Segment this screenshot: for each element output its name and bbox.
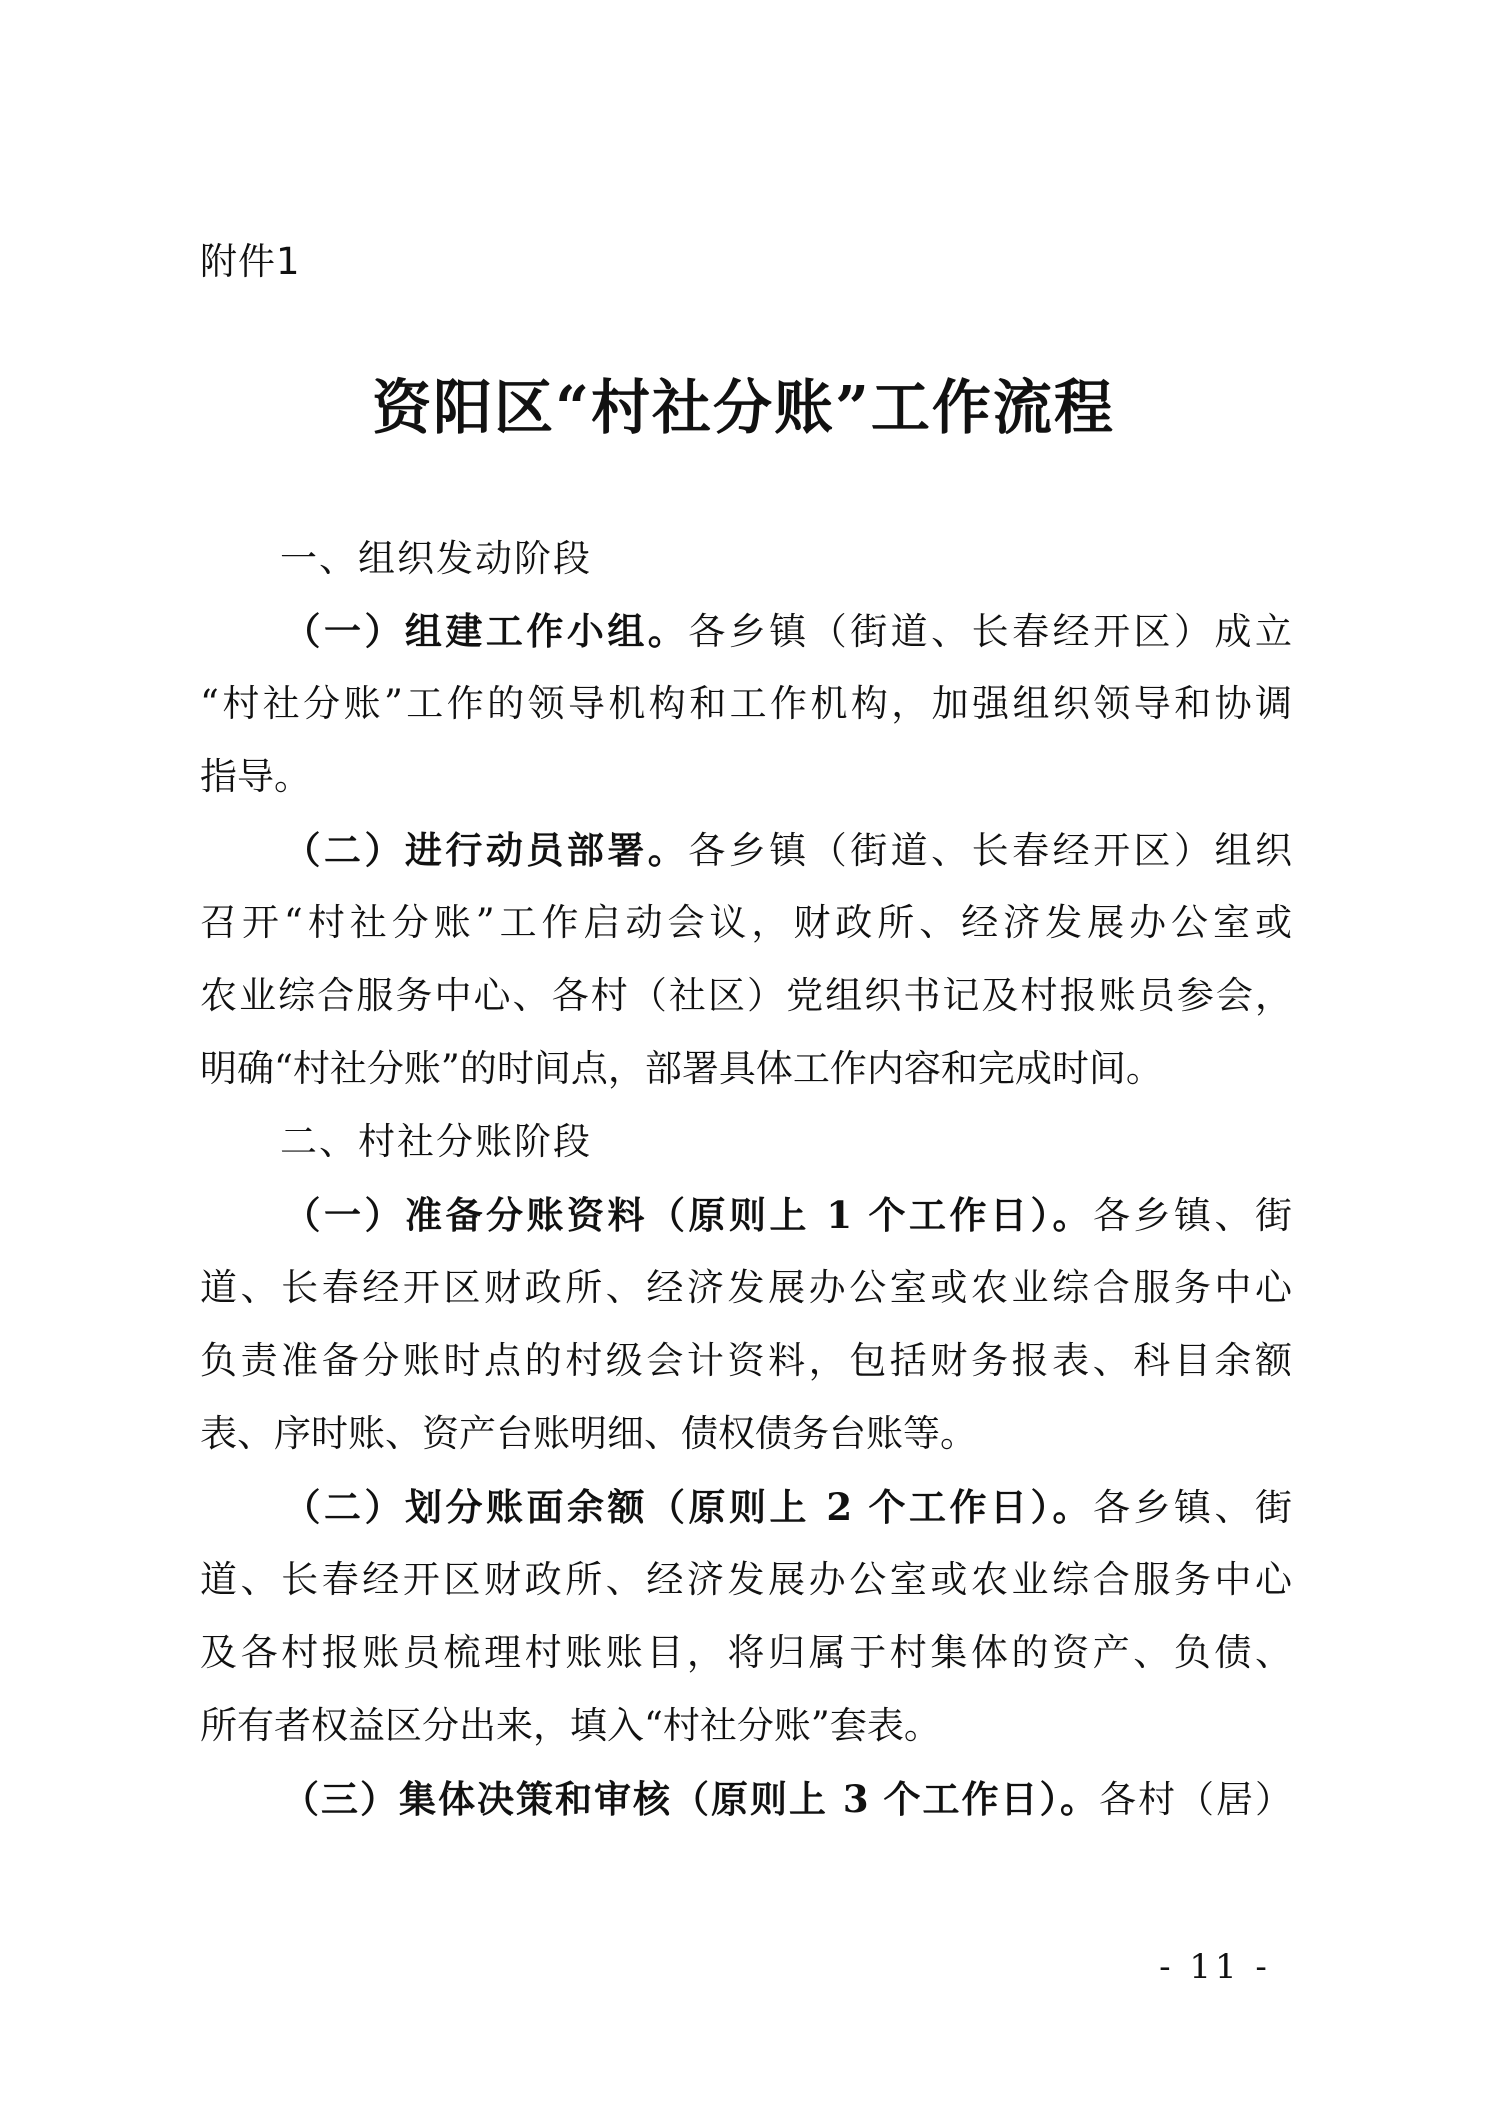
paragraph-line <box>200 1191 1292 1240</box>
paragraph-line: 指导。 <box>200 755 311 798</box>
paragraph-line <box>200 826 1292 875</box>
document-title: 资阳区“村社分账”工作流程 <box>372 373 1115 442</box>
page-number: - 11 - <box>1159 1947 1271 1987</box>
item-text: 各乡镇（街道、长春经开区）组织 <box>688 829 1293 872</box>
item-lead: （一）组建工作小组。 <box>280 609 689 653</box>
item-text: 各乡镇（街道、长春经开区）成立 <box>688 610 1293 653</box>
paragraph-line <box>200 607 1292 656</box>
section-heading-1: 一、组织发动阶段 <box>280 537 592 580</box>
paragraph-line: 及各村报账员梳理村账账目，将归属于村集体的资产、负债、 <box>200 1631 1292 1674</box>
paragraph-line: “村社分账”工作的领导机构和工作机构，加强组织领导和协调 <box>200 682 1292 725</box>
item-lead: （三）集体决策和审核（原则上 3 个工作日）。 <box>280 1777 1099 1821</box>
paragraph-line: 明确“村社分账”的时间点，部署具体工作内容和完成时间。 <box>200 1047 1163 1090</box>
item-text: 各乡镇、街 <box>1093 1486 1292 1529</box>
paragraph-line: 所有者权益区分出来，填入“村社分账”套表。 <box>200 1704 941 1747</box>
item-lead: （二）进行动员部署。 <box>280 828 689 872</box>
item-text: 各乡镇、街 <box>1093 1194 1292 1237</box>
attachment-label: 附件1 <box>200 240 301 283</box>
paragraph-line: 表、序时账、资产台账明细、债权债务台账等。 <box>200 1412 977 1455</box>
paragraph-line: 负责准备分账时点的村级会计资料，包括财务报表、科目余额 <box>200 1339 1292 1382</box>
paragraph-line: 农业综合服务中心、各村（社区）党组织书记及村报账员参会， <box>200 974 1292 1017</box>
paragraph-line <box>200 1775 1292 1824</box>
paragraph-line <box>200 1483 1292 1532</box>
paragraph-line: 召开“村社分账”工作启动会议，财政所、经济发展办公室或 <box>200 901 1292 944</box>
item-lead: （二）划分账面余额（原则上 2 个工作日）。 <box>280 1485 1093 1529</box>
item-text: 各村（居） <box>1099 1778 1292 1821</box>
item-lead: （一）准备分账资料（原则上 1 个工作日）。 <box>280 1193 1093 1237</box>
section-heading-2: 二、村社分账阶段 <box>280 1120 592 1163</box>
paragraph-line: 道、长春经开区财政所、经济发展办公室或农业综合服务中心 <box>200 1266 1292 1309</box>
paragraph-line: 道、长春经开区财政所、经济发展办公室或农业综合服务中心 <box>200 1558 1292 1601</box>
